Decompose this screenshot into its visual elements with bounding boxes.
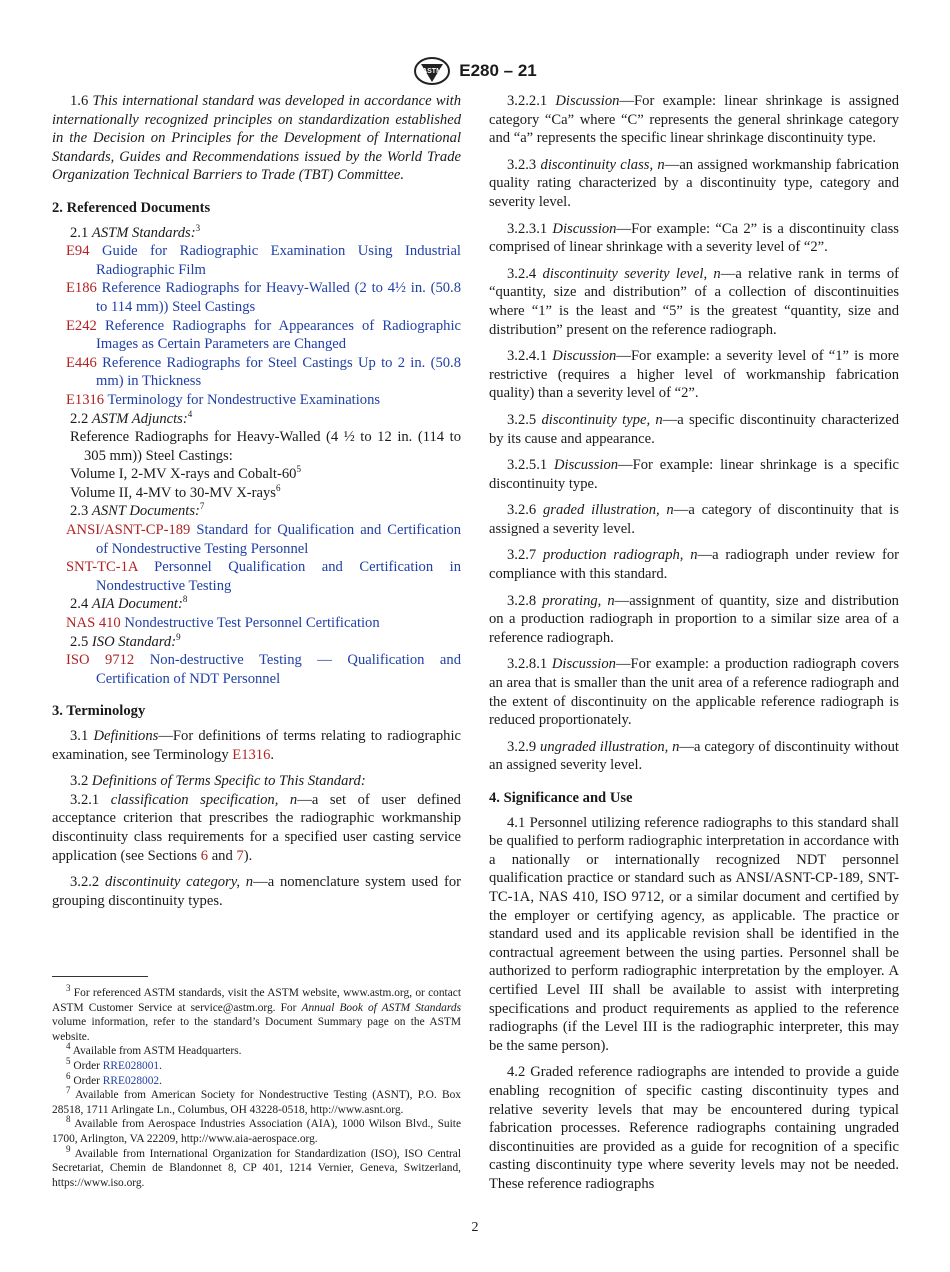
adjunct-volume-2: Volume II, 4-MV to 30-MV X-rays$^6$ [70,483,281,501]
paragraph-3-2-6: 3.2.6 graded illustration, n—a category of discontinuity that is assigned a severity level. [489,502,899,537]
paragraph-1-6: 1.6 This international standard was developed in accordance with internationally recognized principles on standardization established in the Decision on Principles for the Development of International Standards, Guides and Recommendations issued by the World Trade Organization Technical Barriers to Trade (TBT) Committee. [52,93,462,184]
ref-snt-tc-1a[interactable]: SNT-TC-1A Personnel Qualification and Certification in Nondestructive Testing [66,559,461,594]
paragraph-3-2-3: 3.2.3 discontinuity class, n—an assigned workmanship fabrication quality rating characterized by a discontinuity type, category and severity level. [489,156,899,210]
footnote-5: $^5$ Order RRE028001. [66,1056,162,1072]
paragraph-3-2-3-1: 3.2.3.1 Discussion—For example: “Ca 2” is a discontinuity class comprised of linear shrinkage with a severity level of “2”. [489,220,899,256]
paragraph-4-2: 4.2 Graded reference radiographs are intended to provide a guide enabling recognition of specific casting discontinuity types and relative severity levels that may be encountered during typical fabrication processes. Reference radiographs containing ungraded discontinuities are provided as a guide for recognition of a specific casting discontinuity type where severity levels may not be needed. These reference radiographs [489,1064,899,1192]
paragraph-3-2-7: 3.2.7 production radiograph, n—a radiograph under review for compliance with this standard. [489,547,900,583]
right-column [489,92,899,1201]
paragraph-3-2-5: 3.2.5 discontinuity type, n—a specific discontinuity characterized by its cause and appearance. [489,411,899,447]
footnote-3: $^3$ For referenced ASTM standards, visit the ASTM website, www.astm.org, or contact ASTM Customer Service at service@astm.org. For Annual Book of ASTM Standards volume information, refer to the standard’s Document Summary page on the ASTM website. [52,983,461,1043]
paragraph-3-2: 3.2 Definitions of Terms Specific to This Standard: [70,773,366,790]
page-number: 2 [471,1220,479,1235]
page-header [0,56,950,86]
section-2-heading: 2. Referenced Documents [52,199,211,216]
paragraph-3-2-9: 3.2.9 ungraded illustration, n—a category of discontinuity without an assigned severity level. [489,738,899,774]
ref-e186[interactable]: E186 Reference Radiographs for Heavy-Walled (2 to 4½ in. (50.8 to 114 mm)) Steel Castings [66,280,462,315]
footnote-7: $^7$ Available from American Society for Nondestructive Testing (ASNT), P.O. Box 28518, 1711 Arlingate Ln., Columbus, OH 43228-0518, http://www.asnt.org. [52,1085,462,1116]
paragraph-3-2-8: 3.2.8 prorating, n—assignment of quantity, size and distribution on a production radiograph in proportion to a similar size area of a reference radiograph. [489,592,899,646]
ref-e242[interactable]: E242 Reference Radiographs for Appearances of Radiographic Images as Certain Parameters are Changed [66,317,461,353]
footnote-6: $^6$ Order RRE028002. [66,1070,162,1087]
astm-reference-list [52,242,461,409]
section-4-heading: 4. Significance and Use [489,790,633,806]
footnote-8: $^8$ Available from Aerospace Industries Association (AIA), 1000 Wilson Blvd., Suite 1700, Arlington, VA 22209, http://www.aia-aerospace.org. [52,1114,462,1145]
link-e1316[interactable]: E1316 [232,746,271,763]
subsection-2-3: 2.3 ASNT Documents:$^7$ [70,501,205,520]
footnote-9: $^9$ Available from International Organization for Standardization (ISO), ISO Central Secretariat, Chemin de Blandonnet 8, CP 401, 1214 Vernier, Geneva, Switzerland, https://www.iso.org. [52,1143,462,1189]
ref-e446[interactable]: E446 Reference Radiographs for Steel Castings Up to 2 in. (50.8 mm) in Thickness [66,354,461,390]
paragraph-3-2-2-1: 3.2.2.1 Discussion—For example: linear shrinkage is assigned category “Ca” where “C” represents the general shrinkage category and “a” represents the specific linear shrinkage discontinuity type. [489,93,899,147]
document-id: E280 – 21 [459,61,537,80]
link-rre028001[interactable]: RRE028001 [102,1059,160,1072]
paragraph-3-2-8-1: 3.2.8.1 Discussion—For example: a production radiograph covers an area that is smaller than the unit area of a reference radiograph and the extent of discontinuity on the applicable reference radiograph is reduced proportionately. [489,656,899,729]
link-rre028002[interactable]: RRE028002 [102,1074,160,1087]
subsection-2-2: 2.2 ASTM Adjuncts:$^4$ [70,408,193,427]
ref-nas-410[interactable]: NAS 410 Nondestructive Test Personnel Certification [66,615,380,632]
paragraph-3-2-4: 3.2.4 discontinuity severity level, n—a relative rank in terms of “quantity, size and distribution” of a collection of discontinuities where “1” is the least and “5” is the greatest “quantity, size and distribution” present on the reference radiograph. [489,265,900,338]
subsection-2-5: 2.5 ISO Standard:$^9$ [70,631,181,650]
iso-reference-list [52,651,461,688]
ref-e94[interactable]: E94 Guide for Radiographic Examination Using Industrial Radiographic Film [66,243,461,278]
left-column [52,92,461,918]
paragraph-3-2-5-1: 3.2.5.1 Discussion—For example: linear shrinkage is a specific discontinuity type. [489,457,899,492]
paragraph-4-1: 4.1 Personnel utilizing reference radiographs to this standard shall be qualified to perform radiographic interpretation in accordance with a nationally or internationally recognized NDT personnel qualification practice or standard such as ANSI/ASNT-CP-189, SNT-TC-1A, NAS 410, ISO 9712, or a similar document and certified by the employer or certifying agency, as applicable. The practice or standard used and its applicable revision shall be identified in the contractual agreement between the using parties. Personnel shall be authorized to perform radiographic interpretation by the employer. A certified Level III shall be available to assist with interpreting specifications and product requirements as applied to the reference radiographs (if the Level III is the radiographic interpreter, this may be the same person). [489,814,899,1054]
asnt-reference-list [52,521,461,595]
adjunct-line: Reference Radiographs for Heavy-Walled (4 ½ to 12 in. (114 to 305 mm)) Steel Castings: [70,429,461,464]
link-section-6[interactable]: 6 [200,847,209,864]
subsection-2-1: 2.1 ASTM Standards:$^3$ [70,222,201,241]
paragraph-3-2-2: 3.2.2 discontinuity category, n—a nomenclature system used for grouping discontinuity types. [52,874,461,909]
footnote-4: $^4$ Available from ASTM Headquarters. [66,1041,242,1058]
astm-logo-text: ASTM [422,68,443,75]
paragraph-3-1: 3.1 Definitions—For definitions of terms relating to radiographic examination, see Terminology E1316. [52,728,461,763]
paragraph-3-2-1: 3.2.1 classification specification, n—a set of user defined acceptance criterion that prescribes the radiographic workmanship discontinuity class requirements for a specified user casting service application (see Sections 6 and 7). [52,791,461,864]
footnote-rule [52,976,148,977]
paragraph-3-2-4-1: 3.2.4.1 Discussion—For example: a severity level of “1” is more restrictive (requires a higher level of workmanship fabrication quality) than a severity level of “2”. [489,348,899,402]
link-section-7[interactable]: 7 [236,847,244,864]
adjunct-volume-1: Volume I, 2-MV X-rays and Cobalt-$60^5$ [70,464,301,483]
ref-iso-9712[interactable]: ISO 9712 Non-destructive Testing — Qualification and Certification of NDT Personnel [66,652,462,687]
subsection-2-4: 2.4 AIA Document:$^8$ [70,594,188,613]
ref-e1316[interactable]: E1316 Terminology for Nondestructive Examinations [66,391,381,408]
footnotes [52,983,462,1190]
aia-reference-list [52,614,461,633]
section-3-heading: 3. Terminology [52,703,146,720]
ref-ansi-asnt-cp-189[interactable]: ANSI/ASNT-CP-189 Standard for Qualification and Certification of Nondestructive Testing Personnel [66,522,461,557]
astm-logo-icon [413,56,451,86]
